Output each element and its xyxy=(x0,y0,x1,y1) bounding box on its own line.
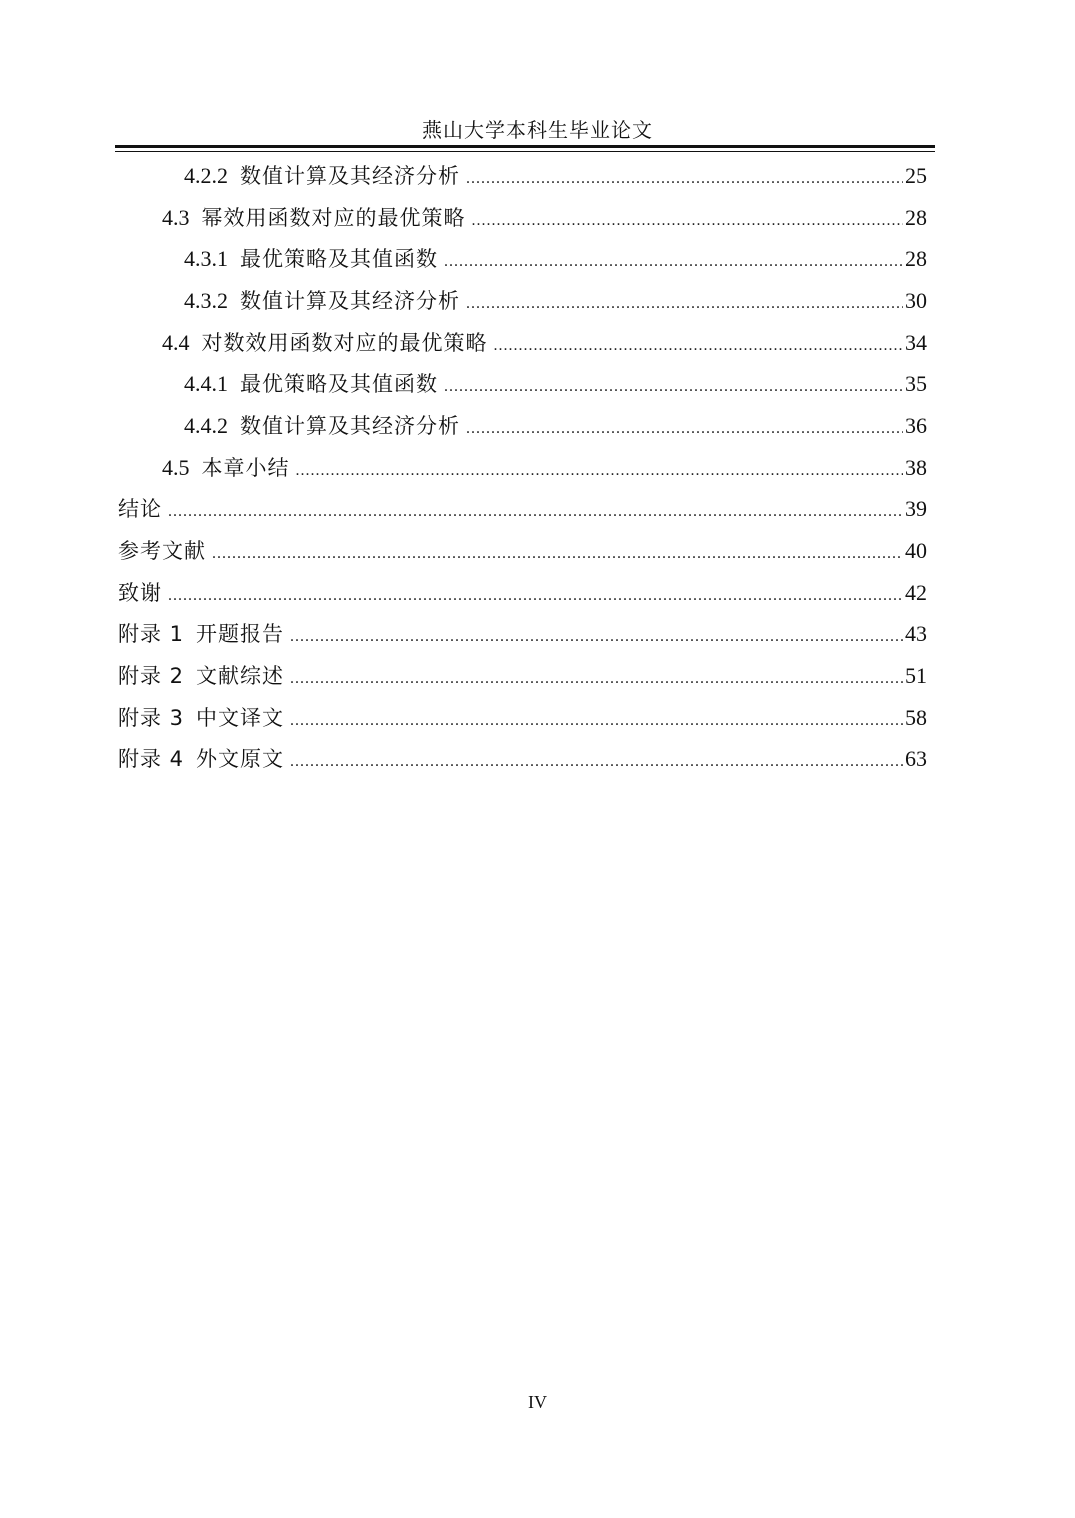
toc-entry-number: 附录 4 xyxy=(118,747,185,771)
toc-entry-number: 附录 2 xyxy=(118,664,185,688)
toc-entry-title: 最优策略及其值函数 xyxy=(240,247,438,271)
toc-entry-page: 40 xyxy=(905,538,927,563)
toc-entry-title: 外文原文 xyxy=(196,747,285,771)
toc-dot-leader xyxy=(290,706,903,736)
toc-entry-number: 4.3.1 xyxy=(184,246,228,271)
toc-entry-title: 开题报告 xyxy=(196,622,285,646)
toc-entry[interactable] xyxy=(118,536,927,566)
toc-entry-page: 38 xyxy=(905,455,927,480)
toc-dot-leader xyxy=(466,164,903,194)
toc-entry[interactable] xyxy=(118,744,927,774)
toc-entry-title: 数值计算及其经济分析 xyxy=(240,164,460,188)
toc-dot-leader xyxy=(168,497,903,527)
toc-entry-page: 25 xyxy=(905,163,927,188)
toc-entry[interactable] xyxy=(162,203,927,233)
header-rule-thick xyxy=(115,145,935,148)
toc-entry-page: 36 xyxy=(905,413,927,438)
toc-entry-title: 对数效用函数对应的最优策略 xyxy=(201,331,488,355)
toc-dot-leader xyxy=(472,206,904,236)
page-number: IV xyxy=(528,1392,547,1412)
toc-entry-title: 参考文献 xyxy=(118,539,206,563)
toc-entry-number: 附录 3 xyxy=(118,706,185,730)
toc-entry-title: 数值计算及其经济分析 xyxy=(240,414,460,438)
toc-entry[interactable] xyxy=(184,244,927,274)
toc-entry-title: 中文译文 xyxy=(196,706,285,730)
toc-entry-number: 附录 1 xyxy=(118,622,185,646)
toc-entry-title: 结论 xyxy=(118,497,162,521)
toc-entry[interactable] xyxy=(184,161,927,191)
toc-entry[interactable] xyxy=(118,494,927,524)
toc-entry-page: 28 xyxy=(905,246,927,271)
toc-dot-leader xyxy=(290,664,903,694)
toc-entry[interactable] xyxy=(184,286,927,316)
toc-entry[interactable] xyxy=(118,703,927,733)
toc-entry-page: 35 xyxy=(905,371,927,396)
toc-entry-title: 最优策略及其值函数 xyxy=(240,372,438,396)
toc-entry[interactable] xyxy=(118,578,927,608)
toc-entry-number: 4.4 xyxy=(162,330,190,355)
toc-dot-leader xyxy=(290,622,903,652)
toc-entry[interactable] xyxy=(118,661,927,691)
toc-entry[interactable] xyxy=(162,453,927,483)
toc-dot-leader xyxy=(212,539,903,569)
toc-entry-page: 28 xyxy=(905,205,927,230)
toc-entry-page: 58 xyxy=(905,705,927,730)
toc-dot-leader xyxy=(168,581,903,611)
toc-entry-number: 4.2.2 xyxy=(184,163,228,188)
toc-dot-leader xyxy=(466,414,903,444)
toc-entry[interactable] xyxy=(184,411,927,441)
toc-dot-leader xyxy=(466,289,903,319)
toc-entry-number: 4.4.1 xyxy=(184,371,228,396)
toc-entry-title: 致谢 xyxy=(118,581,162,605)
toc-dot-leader xyxy=(444,247,903,277)
toc-entry-title: 数值计算及其经济分析 xyxy=(240,289,460,313)
toc-dot-leader xyxy=(290,747,903,777)
header-rule-thin xyxy=(115,151,935,152)
toc-entry-title: 幂效用函数对应的最优策略 xyxy=(201,206,466,230)
toc-entry[interactable] xyxy=(184,369,927,399)
toc-entry-number: 4.4.2 xyxy=(184,413,228,438)
toc-dot-leader xyxy=(494,331,904,361)
toc-entry-page: 42 xyxy=(905,580,927,605)
toc-entry-page: 51 xyxy=(905,663,927,688)
toc-entry-number: 4.3.2 xyxy=(184,288,228,313)
toc-dot-leader xyxy=(444,372,903,402)
toc-entry-number: 4.3 xyxy=(162,205,190,230)
toc-entry-page: 63 xyxy=(905,746,927,771)
toc-entry-page: 30 xyxy=(905,288,927,313)
running-header-title: 燕山大学本科生毕业论文 xyxy=(422,118,653,142)
toc-entry[interactable] xyxy=(118,619,927,649)
toc-entry-title: 文献综述 xyxy=(196,664,285,688)
toc-entry-page: 34 xyxy=(905,330,927,355)
toc-dot-leader xyxy=(296,456,904,486)
toc-entry-page: 43 xyxy=(905,621,927,646)
toc-entry[interactable] xyxy=(162,328,927,358)
toc-entry-page: 39 xyxy=(905,496,927,521)
toc-entry-number: 4.5 xyxy=(162,455,190,480)
toc-entry-title: 本章小结 xyxy=(201,456,290,480)
